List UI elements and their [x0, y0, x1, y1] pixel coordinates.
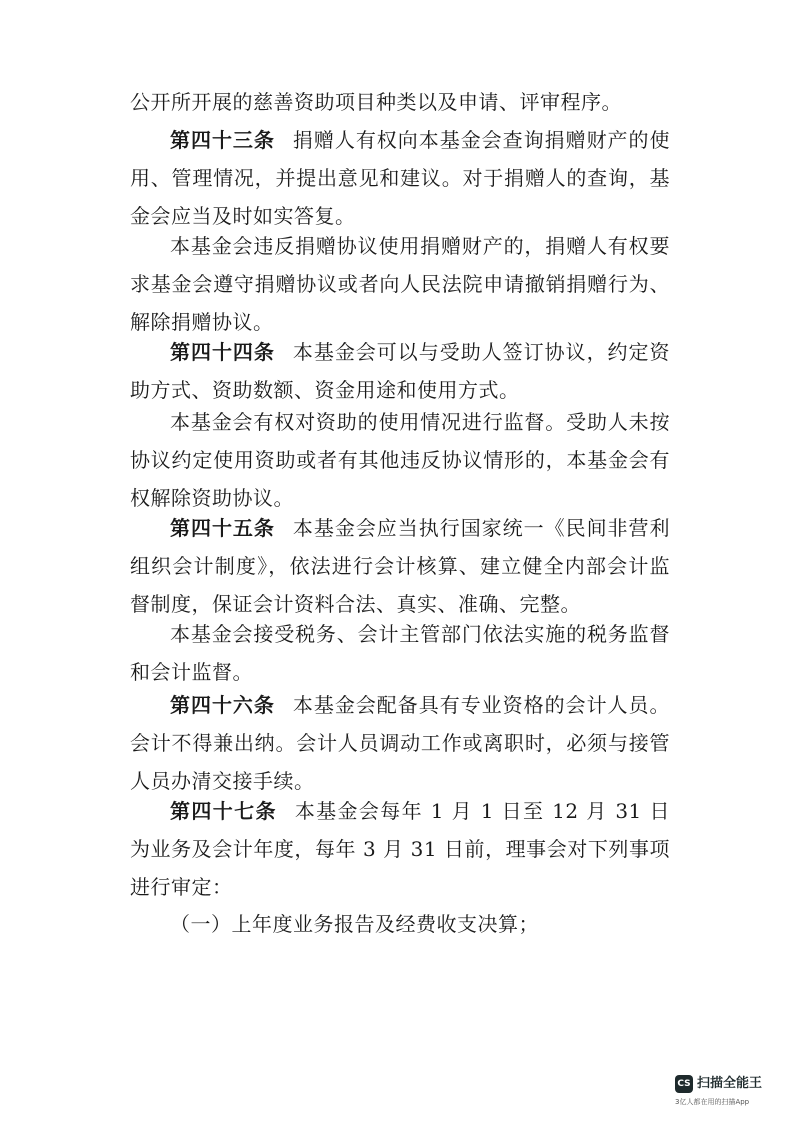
article-47 — [130, 792, 670, 906]
article-44-paragraph-2 — [130, 403, 670, 517]
article-number: 第四十六条 — [170, 693, 275, 717]
paragraph-text: 本基金会配备具有专业资格的会计人员。会计不得兼出纳。会计人员调动工作或离职时，必须与接管人员办清交接手续。 — [130, 693, 671, 793]
article-number: 第四十三条 — [170, 128, 275, 152]
paragraph-text: （一）上年度业务报告及经费收支决算； — [170, 912, 539, 936]
paragraph-continuation — [130, 83, 670, 121]
paragraph-text: 本基金会每年 1 月 1 日至 12 月 31 日为业务及会计年度，每年 3 月 31 日前，理事会对下列事项进行审定： — [130, 799, 671, 899]
camscanner-logo-icon: CS — [675, 1075, 693, 1093]
article-number: 第四十四条 — [170, 340, 275, 364]
paragraph-text: 本基金会接受税务、会计主管部门依法实施的税务监督和会计监督。 — [130, 622, 670, 684]
paragraph-text: 公开所开展的慈善资助项目种类以及申请、评审程序。 — [130, 90, 622, 114]
watermark-app-name: 扫描全能王 — [697, 1076, 763, 1091]
article-number: 第四十七条 — [170, 799, 277, 823]
article-46 — [130, 686, 670, 800]
article-number: 第四十五条 — [170, 516, 275, 540]
article-43 — [130, 121, 670, 235]
list-item — [130, 905, 670, 943]
paragraph-text: 本基金会应当执行国家统一《民间非营利组织会计制度》，依法进行会计核算、建立健全内部会计监督制度，保证会计资料合法、真实、准确、完整。 — [130, 516, 671, 616]
article-44 — [130, 333, 670, 409]
article-45 — [130, 509, 670, 623]
paragraph-text: 本基金会违反捐赠协议使用捐赠财产的，捐赠人有权要求基金会遵守捐赠协议或者向人民法院申请撤销捐赠行为、解除捐赠协议。 — [130, 234, 670, 334]
paragraph-text: 本基金会可以与受助人签订协议，约定资助方式、资助数额、资金用途和使用方式。 — [130, 340, 671, 402]
article-45-paragraph-2 — [130, 615, 670, 691]
paragraph-text: 本基金会有权对资助的使用情况进行监督。受助人未按协议约定使用资助或者有其他违反协议情形的，本基金会有权解除资助协议。 — [130, 410, 670, 510]
scanner-watermark — [675, 1073, 775, 1113]
watermark-tagline: 3亿人都在用的扫描App — [675, 1098, 750, 1106]
article-43-paragraph-2 — [130, 227, 670, 341]
paragraph-text: 捐赠人有权向本基金会查询捐赠财产的使用、管理情况，并提出意见和建议。对于捐赠人的查询，基金会应当及时如实答复。 — [130, 128, 671, 228]
